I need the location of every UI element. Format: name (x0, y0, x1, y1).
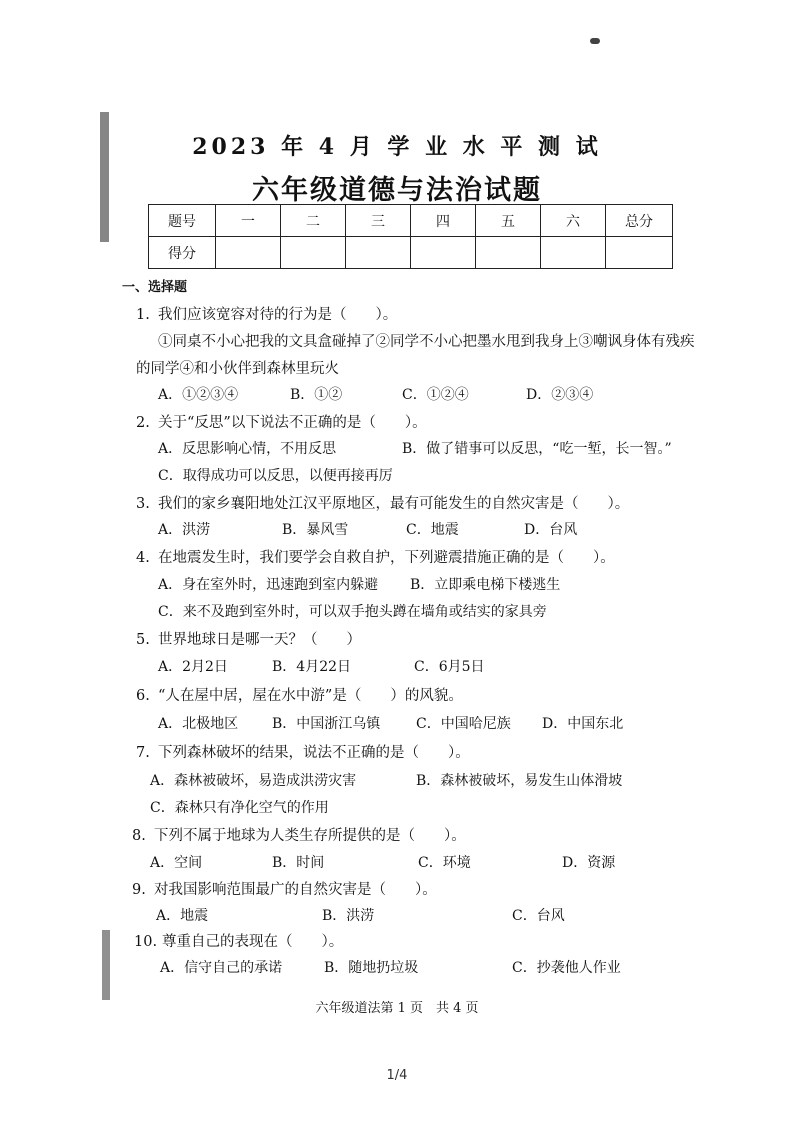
option-a[interactable]: A．①②③④ (158, 387, 239, 403)
score-cell: 五 (476, 205, 541, 237)
score-blank-cell[interactable] (411, 237, 476, 269)
score-table-header-row (149, 205, 673, 237)
option-a[interactable]: A．空间 (150, 855, 203, 871)
score-cell: 二 (281, 205, 346, 237)
question-text: 的同学④和小伙伴到森林里玩火 (136, 361, 339, 377)
option-c[interactable]: C．抄袭他人作业 (512, 960, 621, 976)
score-cell: 六 (541, 205, 606, 237)
option-b[interactable]: B．森林被破坏，易发生山体滑坡 (416, 773, 623, 789)
exam-title-line2: 六年级道德与法治试题 (252, 175, 542, 206)
option-c[interactable]: C．来不及跑到室外时，可以双手抱头蹲在墙角或结实的家具旁 (158, 604, 547, 620)
scan-artifact (102, 930, 110, 1000)
option-c[interactable]: C．森林只有净化空气的作用 (150, 800, 329, 816)
option-b[interactable]: B．做了错事可以反思，“吃一堑，长一智。” (402, 441, 672, 457)
score-blank-cell[interactable] (281, 237, 346, 269)
question-stem: 7. 下列森林破坏的结果，说法不正确的是（ ）。 (136, 745, 470, 761)
option-c[interactable]: C．取得成功可以反思，以便再接再厉 (158, 468, 393, 484)
option-c[interactable]: C．地震 (406, 522, 459, 538)
option-b[interactable]: B．时间 (272, 855, 325, 871)
score-cell: 题号 (149, 205, 216, 237)
score-blank-cell[interactable] (476, 237, 541, 269)
option-a[interactable]: A．身在室外时，迅速跑到室内躲避 (158, 577, 379, 593)
option-d[interactable]: D．资源 (562, 855, 616, 871)
option-b[interactable]: B．①② (290, 387, 343, 403)
option-a[interactable]: A．反思影响心情，不用反思 (158, 441, 337, 457)
page-footer: 六年级道法第 1 页 共 4 页 (315, 1001, 479, 1016)
option-a[interactable]: A．北极地区 (158, 716, 239, 732)
score-table (148, 204, 673, 269)
option-c[interactable]: C．台风 (512, 908, 565, 924)
score-cell: 三 (346, 205, 411, 237)
score-blank-cell[interactable] (606, 237, 673, 269)
option-b[interactable]: B．暴风雪 (282, 522, 349, 538)
option-a[interactable]: A．森林被破坏，易造成洪涝灾害 (150, 773, 357, 789)
option-c[interactable]: C．环境 (418, 855, 471, 871)
option-d[interactable]: D．②③④ (526, 387, 594, 403)
option-a[interactable]: A．2月2日 (158, 659, 228, 675)
score-blank-cell[interactable] (346, 237, 411, 269)
score-cell: 四 (411, 205, 476, 237)
score-blank-cell[interactable] (216, 237, 281, 269)
option-a[interactable]: A．信守自己的承诺 (160, 960, 283, 976)
score-blank-cell[interactable] (541, 237, 606, 269)
question-stem: 1. 我们应该宽容对待的行为是（ ）。 (136, 307, 398, 323)
option-b[interactable]: B．中国浙江乌镇 (272, 716, 381, 732)
option-b[interactable]: B．立即乘电梯下楼逃生 (410, 577, 561, 593)
question-stem: 10. 尊重自己的表现在（ ）。 (134, 934, 344, 950)
scan-artifact (590, 38, 600, 44)
option-a[interactable]: A．洪涝 (158, 522, 211, 538)
option-b[interactable]: B．随地扔垃圾 (324, 960, 419, 976)
option-d[interactable]: D．台风 (524, 522, 578, 538)
score-cell: 一 (216, 205, 281, 237)
score-cell: 得分 (149, 237, 216, 269)
option-c[interactable]: C．①②④ (402, 387, 469, 403)
question-stem: 2. 关于“反思”以下说法不正确的是（ ）。 (136, 415, 427, 431)
question-stem: 9. 对我国影响范围最广的自然灾害是（ ）。 (132, 882, 437, 898)
question-stem: 3. 我们的家乡襄阳地处江汉平原地区，最有可能发生的自然灾害是（ ）。 (136, 496, 630, 512)
score-table-score-row (149, 237, 673, 269)
score-cell: 总分 (606, 205, 673, 237)
page-indicator: 1/4 (386, 1068, 408, 1083)
option-c[interactable]: C．6月5日 (414, 659, 485, 675)
question-text: ①同桌不小心把我的文具盒碰掉了②同学不小心把墨水甩到我身上③嘲讽身体有残疾 (158, 334, 695, 350)
question-stem: 4. 在地震发生时，我们要学会自救自护，下列避震措施正确的是（ ）。 (136, 550, 615, 566)
question-stem: 8. 下列不属于地球为人类生存所提供的是（ ）。 (132, 828, 466, 844)
option-c[interactable]: C．中国哈尼族 (416, 716, 511, 732)
option-b[interactable]: B．洪涝 (322, 908, 375, 924)
exam-title-line1: 2023 年 4 月 学 业 水 平 测 试 (192, 134, 602, 160)
option-b[interactable]: B．4月22日 (272, 659, 352, 675)
question-stem: 6. “人在屋中居，屋在水中游”是（ ）的风貌。 (136, 688, 463, 704)
section-title: 一、选择题 (122, 280, 188, 295)
question-stem: 5. 世界地球日是哪一天？（ ） (136, 632, 361, 648)
option-a[interactable]: A．地震 (156, 908, 209, 924)
option-d[interactable]: D．中国东北 (542, 716, 624, 732)
